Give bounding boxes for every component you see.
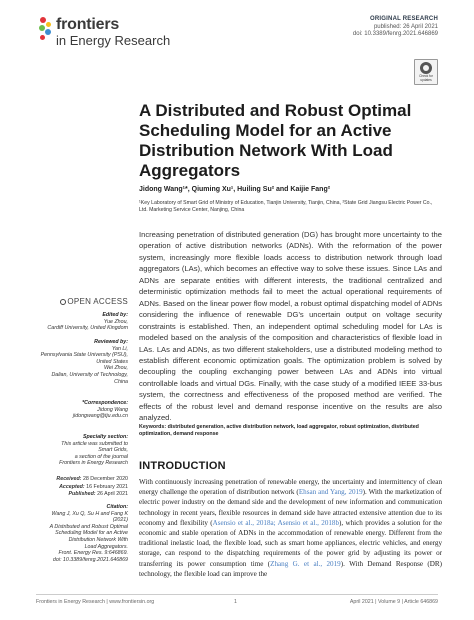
citation-link[interactable]: Ehsan and Yang, 2019: [298, 488, 363, 497]
abstract-text: Increasing penetration of distributed generation (DG) has brought more uncertainty to the operation of active distribution networks (ADNs). With the reformation of the power system, increasingly more flexible loads access to distribution network through load aggregators (LAs), which becomes an effective way to solve these issues. Since LAs and ADNs are separate entities with different interests, the traditional centralized and deterministic optimization methods fail to meet the actual operational requirements of ADNs. Based on the linear power flow model, a robust optimal dispatching model of ADNs considering the influence of renewable DG’s uncertain output on voltage security constraints is established. Then, an independent optimal scheduling model for LAs is modeled based on the analysis of the composition and characteristics of flexible load in LAs. LAs and ADNs, as two different stakeholders, use a distributed modeling method to establish different economic optimization goals. The optimization problem is solved by decoupling the coupling exchanging power between LAs and ADNs into virtual controllable loads and virtual DGs. Finally, with the case study of a modified IEEE 33-bus system, the correctness and effectiveness of the proposed method are verified. The effects of the robust level and demand response incentive on the results are also analyzed.: [139, 230, 442, 423]
published-date-side: 26 April 2021: [97, 491, 128, 498]
citation: [36, 504, 128, 563]
editor-line: Yue Zhou,: [103, 318, 128, 325]
footer-volume: April 2021 | Volume 9 | Article 646869: [349, 599, 438, 605]
specialty-line: This article was submitted to: [61, 440, 128, 447]
citation-line: Load Aggregators.: [84, 543, 128, 550]
frontiers-logo[interactable]: [38, 16, 188, 52]
reviewer-line: Dalian, University of Technology,: [51, 371, 128, 378]
introduction-heading: INTRODUCTION: [139, 460, 226, 472]
reviewed-by: [36, 339, 128, 385]
edited-by: [36, 312, 128, 332]
open-access-icon: [60, 299, 66, 305]
article-affiliations: ¹Key Laboratory of Smart Grid of Ministry of Education, Tianjin University, Tianjin, China, ²State Grid Jiangsu Electric Power Co., Ltd. Marketing Service Center, Nanjing, China: [139, 200, 433, 213]
open-access-label: OPEN ACCESS: [67, 297, 128, 306]
specialty-line: Smart Grids,: [98, 447, 128, 454]
specialty-section: [36, 434, 128, 467]
intro-text-part: ). With Demand Response (DR) technology, the flexible load can improve the: [139, 559, 442, 578]
accepted-date: 16 February 2021: [86, 483, 128, 490]
accepted-label: Accepted:: [59, 483, 85, 490]
citation-line: doi: 10.3389/fenrg.2021.646869: [52, 556, 128, 563]
reviewed-by-label: Reviewed by:: [94, 339, 128, 345]
citation-line: Scheduling Model for an Active: [55, 530, 128, 537]
correspondence-name: Jidong Wang: [97, 406, 128, 413]
citation-link[interactable]: Zhang G. et al., 2019: [270, 559, 341, 568]
received-label: Received:: [56, 476, 82, 482]
article-dates: [36, 476, 128, 499]
citation-line: Distribution Network With: [68, 536, 128, 543]
introduction-text: [139, 477, 442, 579]
keywords: [139, 424, 442, 438]
specialty-line: Frontiers in Energy Research: [59, 460, 128, 467]
footer-divider: [36, 594, 438, 595]
received-date: 28 December 2020: [82, 476, 128, 482]
keywords-label: Keywords:: [139, 424, 167, 430]
accepted-row: [36, 484, 128, 492]
keywords-list: distributed generation, active distribution network, load aggregator, robust optimization, distributed optimization, demand response: [139, 424, 419, 437]
intro-text-part: ). With the marketization of electric power industry on the demand side and the development of new information and communication technology in recent years, flexible resources in demand side have attracted extensive attention due to its economy and flexibility (: [139, 488, 443, 527]
reviewer-line: China: [114, 378, 128, 385]
journal-name: in Energy Research: [56, 33, 171, 48]
specialty-label: Specialty section:: [82, 434, 128, 440]
intro-text-part: ), which provides a solution for the economic and stable operation of ADNs in the accommodation of renewable energy. Different from the traditional inelastic load, the flexible load, such as smart home appliances, electric vehicles, and energy storage, can respond to the dispatching requirements of the power grid by adjusting its power or transferring its power consumption time (: [139, 518, 442, 568]
article-authors: Jidong Wang¹*, Qiuming Xu¹, Huiling Su² and Kaijie Fang²: [139, 186, 331, 193]
reviewer-line: Yan Li,: [111, 345, 128, 352]
article-type: ORIGINAL RESEARCH: [370, 16, 438, 22]
article-title: A Distributed and Robust Optimal Scheduling Model for an Active Distribution Network With Load Aggregators: [139, 101, 412, 180]
intro-text-part: With continuously increasing penetration of renewable energy, the uncertainty and intermittency of clean energy challenge the operation of distribution network (: [139, 478, 442, 497]
reviewer-line: Wei Zhou,: [103, 365, 128, 372]
citation-link[interactable]: Asensio et al., 2018a; Asensio et al., 2018b: [212, 518, 340, 527]
editor-line: Cardiff University, United Kingdom: [47, 325, 128, 332]
published-date: published: 26 April 2021: [373, 23, 438, 30]
correspondence-email[interactable]: jidongwang@tju.edu.cn: [72, 413, 128, 420]
footer-journal[interactable]: Frontiers in Energy Research | www.frontiersin.org: [36, 599, 155, 605]
page-number: 1: [234, 599, 237, 605]
edited-by-label: Edited by:: [102, 312, 128, 318]
article-doi[interactable]: doi: 10.3389/fenrg.2021.646869: [352, 31, 438, 37]
updates-icon: [420, 62, 432, 74]
correspondence: [36, 400, 128, 420]
received-row: [36, 476, 128, 484]
published-row: [36, 491, 128, 499]
check-updates-label: Check for updates: [419, 74, 433, 82]
published-label: Published:: [68, 491, 96, 498]
correspondence-label: *Correspondence:: [82, 400, 128, 406]
citation-line: Front. Energy Res. 9:646869.: [58, 550, 128, 557]
citation-label: Citation:: [106, 504, 128, 510]
reviewer-line: Pennsylvania State University (PSU),: [40, 352, 128, 359]
specialty-line: a section of the journal: [74, 453, 128, 460]
publisher-name: frontiers: [56, 16, 120, 33]
reviewer-line: United States: [96, 358, 128, 365]
check-for-updates-button[interactable]: [414, 59, 438, 85]
citation-line: Wang J, Xu Q, Su H and Fang K (2021): [51, 510, 128, 524]
article-meta: [353, 16, 438, 39]
frontiers-logo-mark: [38, 17, 54, 43]
open-access-badge: [60, 297, 128, 306]
citation-line: A Distributed and Robust Optimal: [49, 523, 128, 530]
